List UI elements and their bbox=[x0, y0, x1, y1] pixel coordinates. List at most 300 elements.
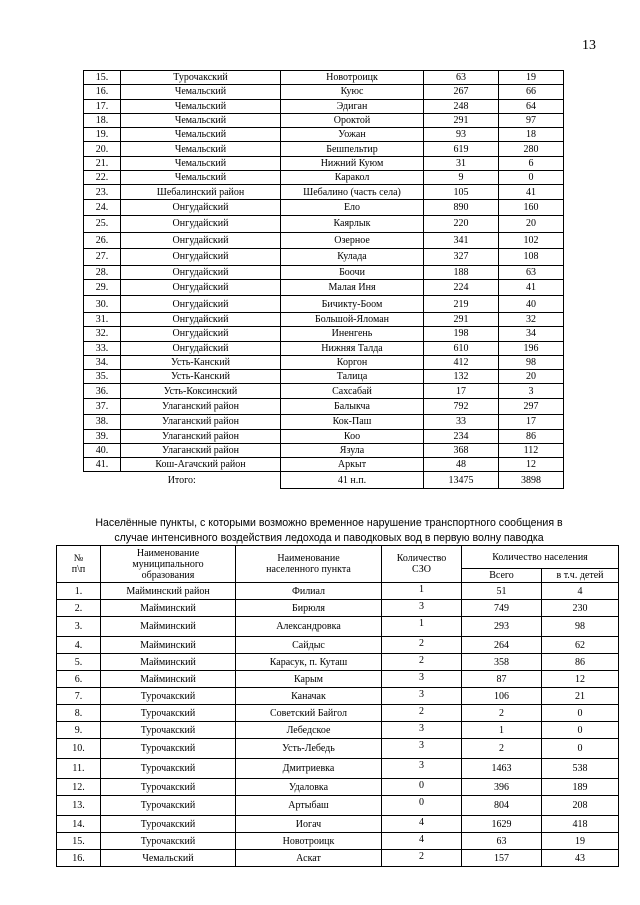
municipality-cell: Турочакский bbox=[101, 688, 236, 705]
population-children-cell: 98 bbox=[542, 617, 619, 637]
population-children-cell: 62 bbox=[542, 637, 619, 654]
population-total-cell: 749 bbox=[462, 600, 542, 617]
szo-count-cell: 3 bbox=[382, 688, 462, 705]
municipality-cell: Майминский bbox=[101, 671, 236, 688]
settlement-cell: Балыкча bbox=[281, 398, 424, 415]
row-number: 7. bbox=[57, 688, 101, 705]
szo-count-cell: 0 bbox=[382, 779, 462, 796]
row-number: 19. bbox=[84, 128, 121, 142]
municipality-cell: Онгудайский bbox=[121, 249, 281, 266]
municipality-cell: Онгудайский bbox=[121, 265, 281, 279]
header-municipality-line1: Наименование bbox=[136, 547, 200, 559]
municipality-cell: Онгудайский bbox=[121, 341, 281, 355]
population-children-cell: 160 bbox=[499, 199, 564, 216]
municipality-cell: Онгудайский bbox=[121, 199, 281, 216]
table-row bbox=[84, 355, 564, 369]
population-total-cell: 358 bbox=[462, 654, 542, 671]
settlement-cell: Шебалино (часть села) bbox=[281, 185, 424, 199]
population-children-cell: 280 bbox=[499, 142, 564, 156]
table-row bbox=[84, 85, 564, 99]
header-municipality-line2: муниципального bbox=[132, 558, 204, 570]
header-settlement-line1: Наименование bbox=[277, 553, 340, 564]
settlement-cell: Нижняя Талда bbox=[281, 341, 424, 355]
row-number: 28. bbox=[84, 265, 121, 279]
settlement-cell: Аскат bbox=[236, 850, 382, 867]
header-number-line1: № bbox=[73, 553, 84, 564]
population-children-cell: 97 bbox=[499, 113, 564, 127]
szo-count-cell: 2 bbox=[382, 654, 462, 671]
settlement-cell: Артыбаш bbox=[236, 796, 382, 816]
section-heading-line2: случае интенсивного воздействия ледохода и паводковых вод в первую волну паводка bbox=[114, 532, 544, 544]
population-children-cell: 230 bbox=[542, 600, 619, 617]
flood-settlements-table bbox=[56, 545, 619, 867]
table-row bbox=[57, 779, 619, 796]
population-total-cell: 48 bbox=[424, 458, 499, 472]
table-row bbox=[84, 216, 564, 233]
total-children-cell: 3898 bbox=[499, 472, 564, 489]
municipality-cell: Онгудайский bbox=[121, 312, 281, 326]
population-total-cell: 341 bbox=[424, 232, 499, 249]
municipality-cell: Улаганский район bbox=[121, 398, 281, 415]
header-szo-count bbox=[382, 546, 462, 583]
table-row bbox=[84, 128, 564, 142]
szo-count-cell: 3 bbox=[382, 671, 462, 688]
population-total-cell: 9 bbox=[424, 171, 499, 185]
population-children-cell: 0 bbox=[542, 722, 619, 739]
municipality-cell: Усть-Коксинский bbox=[121, 384, 281, 398]
settlement-cell: Уожан bbox=[281, 128, 424, 142]
settlement-cell: Коргон bbox=[281, 355, 424, 369]
population-children-cell: 208 bbox=[542, 796, 619, 816]
row-number: 11. bbox=[57, 759, 101, 779]
settlement-cell: Озерное bbox=[281, 232, 424, 249]
population-total-cell: 890 bbox=[424, 199, 499, 216]
municipality-cell: Кош-Агачский район bbox=[121, 458, 281, 472]
table-row bbox=[57, 739, 619, 759]
population-children-cell: 40 bbox=[499, 296, 564, 313]
population-total-cell: 248 bbox=[424, 99, 499, 113]
population-children-cell: 66 bbox=[499, 85, 564, 99]
settlement-cell: Эдиган bbox=[281, 99, 424, 113]
population-children-cell: 3 bbox=[499, 384, 564, 398]
population-total-cell: 220 bbox=[424, 216, 499, 233]
municipality-cell: Майминский bbox=[101, 617, 236, 637]
row-number: 37. bbox=[84, 398, 121, 415]
population-total-cell: 132 bbox=[424, 370, 499, 384]
header-population: Количество населения bbox=[462, 546, 619, 569]
population-total-cell: 1463 bbox=[462, 759, 542, 779]
population-children-cell: 196 bbox=[499, 341, 564, 355]
population-total-cell: 264 bbox=[462, 637, 542, 654]
population-children-cell: 19 bbox=[499, 71, 564, 85]
szo-count-cell: 2 bbox=[382, 637, 462, 654]
settlement-cell: Ороктой bbox=[281, 113, 424, 127]
table-row bbox=[84, 458, 564, 472]
settlement-cell: Новотроицк bbox=[236, 833, 382, 850]
municipality-cell: Чемальский bbox=[121, 156, 281, 170]
row-number: 33. bbox=[84, 341, 121, 355]
population-total-cell: 51 bbox=[462, 583, 542, 600]
municipality-cell: Турочакский bbox=[101, 833, 236, 850]
population-children-cell: 18 bbox=[499, 128, 564, 142]
table-row bbox=[57, 637, 619, 654]
municipality-cell: Турочакский bbox=[101, 722, 236, 739]
row-number: 30. bbox=[84, 296, 121, 313]
row-number: 23. bbox=[84, 185, 121, 199]
settlement-cell: Коо bbox=[281, 429, 424, 443]
population-children-cell: 0 bbox=[542, 739, 619, 759]
table-row bbox=[84, 415, 564, 429]
table-row bbox=[84, 171, 564, 185]
settlement-cell: Усть-Лебедь bbox=[236, 739, 382, 759]
row-number: 12. bbox=[57, 779, 101, 796]
population-children-cell: 41 bbox=[499, 185, 564, 199]
row-number: 21. bbox=[84, 156, 121, 170]
population-children-cell: 0 bbox=[499, 171, 564, 185]
municipality-cell: Турочакский bbox=[101, 759, 236, 779]
row-number: 15. bbox=[84, 71, 121, 85]
header-children: в т.ч. детей bbox=[542, 569, 619, 583]
row-number: 41. bbox=[84, 458, 121, 472]
population-children-cell: 108 bbox=[499, 249, 564, 266]
table-row bbox=[84, 142, 564, 156]
settlement-cell: Талица bbox=[281, 370, 424, 384]
szo-count-cell: 4 bbox=[382, 833, 462, 850]
settlement-cell: Малая Иня bbox=[281, 279, 424, 296]
municipality-cell: Чемальский bbox=[121, 113, 281, 127]
row-number: 34. bbox=[84, 355, 121, 369]
table-row bbox=[57, 600, 619, 617]
settlement-cell: Большой-Яломан bbox=[281, 312, 424, 326]
population-total-cell: 792 bbox=[424, 398, 499, 415]
settlement-cell: Удаловка bbox=[236, 779, 382, 796]
population-total-cell: 63 bbox=[462, 833, 542, 850]
table-row bbox=[84, 185, 564, 199]
settlement-cell: Иогач bbox=[236, 816, 382, 833]
row-number: 8. bbox=[57, 705, 101, 722]
population-children-cell: 102 bbox=[499, 232, 564, 249]
header-szo-line1: Количество bbox=[396, 553, 447, 564]
population-total-cell: 63 bbox=[424, 71, 499, 85]
szo-count-cell: 1 bbox=[382, 617, 462, 637]
settlement-cell: Кок-Паш bbox=[281, 415, 424, 429]
settlement-cell: Боочи bbox=[281, 265, 424, 279]
row-number: 40. bbox=[84, 443, 121, 457]
table-row bbox=[84, 249, 564, 266]
settlement-cell: Советский Байгол bbox=[236, 705, 382, 722]
settlement-cell: Язула bbox=[281, 443, 424, 457]
row-number: 38. bbox=[84, 415, 121, 429]
settlement-cell: Карым bbox=[236, 671, 382, 688]
population-total-cell: 17 bbox=[424, 384, 499, 398]
header-municipality-line3: образования bbox=[141, 569, 195, 581]
municipality-cell: Улаганский район bbox=[121, 443, 281, 457]
municipality-cell: Улаганский район bbox=[121, 415, 281, 429]
row-number: 13. bbox=[57, 796, 101, 816]
population-children-cell: 21 bbox=[542, 688, 619, 705]
settlement-cell: Каярлык bbox=[281, 216, 424, 233]
table-row bbox=[84, 265, 564, 279]
szo-count-cell: 3 bbox=[382, 739, 462, 759]
settlement-cell: Ело bbox=[281, 199, 424, 216]
header-total: Всего bbox=[462, 569, 542, 583]
population-total-cell: 2 bbox=[462, 705, 542, 722]
table-row bbox=[57, 816, 619, 833]
population-total-cell: 31 bbox=[424, 156, 499, 170]
settlement-cell: Каракол bbox=[281, 171, 424, 185]
population-total-cell: 291 bbox=[424, 312, 499, 326]
row-number: 5. bbox=[57, 654, 101, 671]
municipality-cell: Турочакский bbox=[101, 816, 236, 833]
municipality-cell: Онгудайский bbox=[121, 232, 281, 249]
population-children-cell: 64 bbox=[499, 99, 564, 113]
table-row bbox=[84, 327, 564, 341]
settlement-cell: Филиал bbox=[236, 583, 382, 600]
row-number: 26. bbox=[84, 232, 121, 249]
total-population-cell: 13475 bbox=[424, 472, 499, 489]
table-row bbox=[57, 671, 619, 688]
population-total-cell: 234 bbox=[424, 429, 499, 443]
row-number: 36. bbox=[84, 384, 121, 398]
header-settlement bbox=[236, 546, 382, 583]
table-row bbox=[57, 796, 619, 816]
table-row bbox=[84, 370, 564, 384]
szo-count-cell: 3 bbox=[382, 600, 462, 617]
settlement-cell: Сахсабай bbox=[281, 384, 424, 398]
population-children-cell: 112 bbox=[499, 443, 564, 457]
total-settlements-cell: 41 н.п. bbox=[281, 472, 424, 489]
population-total-cell: 291 bbox=[424, 113, 499, 127]
population-total-cell: 188 bbox=[424, 265, 499, 279]
population-children-cell: 418 bbox=[542, 816, 619, 833]
population-total-cell: 87 bbox=[462, 671, 542, 688]
table-row bbox=[84, 99, 564, 113]
total-label: Итого: bbox=[84, 472, 281, 489]
settlement-cell: Карасук, п. Куташ bbox=[236, 654, 382, 671]
table-row bbox=[84, 312, 564, 326]
municipality-cell: Турочакский bbox=[101, 739, 236, 759]
population-children-cell: 86 bbox=[542, 654, 619, 671]
szo-count-cell: 2 bbox=[382, 850, 462, 867]
population-children-cell: 17 bbox=[499, 415, 564, 429]
szo-count-cell: 3 bbox=[382, 722, 462, 739]
municipality-cell: Онгудайский bbox=[121, 296, 281, 313]
szo-count-cell: 2 bbox=[382, 705, 462, 722]
szo-count-cell: 0 bbox=[382, 796, 462, 816]
population-total-cell: 804 bbox=[462, 796, 542, 816]
population-total-cell: 2 bbox=[462, 739, 542, 759]
table-row bbox=[84, 156, 564, 170]
municipality-cell: Онгудайский bbox=[121, 279, 281, 296]
table-row bbox=[84, 429, 564, 443]
population-total-cell: 219 bbox=[424, 296, 499, 313]
municipality-cell: Турочакский bbox=[101, 705, 236, 722]
table-row bbox=[84, 279, 564, 296]
municipality-cell: Турочакский bbox=[121, 71, 281, 85]
settlement-cell: Дмитриевка bbox=[236, 759, 382, 779]
settlement-cell: Каначак bbox=[236, 688, 382, 705]
municipality-cell: Усть-Канский bbox=[121, 355, 281, 369]
population-children-cell: 43 bbox=[542, 850, 619, 867]
table-row bbox=[84, 296, 564, 313]
settlement-cell: Бичикту-Боом bbox=[281, 296, 424, 313]
table-row bbox=[57, 583, 619, 600]
population-children-cell: 20 bbox=[499, 370, 564, 384]
population-children-cell: 19 bbox=[542, 833, 619, 850]
table-row bbox=[84, 443, 564, 457]
table-row bbox=[84, 341, 564, 355]
population-children-cell: 98 bbox=[499, 355, 564, 369]
table-row bbox=[84, 398, 564, 415]
table-row bbox=[57, 850, 619, 867]
settlement-cell: Новотроицк bbox=[281, 71, 424, 85]
table-row bbox=[84, 384, 564, 398]
population-children-cell: 86 bbox=[499, 429, 564, 443]
row-number: 20. bbox=[84, 142, 121, 156]
row-number: 2. bbox=[57, 600, 101, 617]
settlement-cell: Нижний Куюм bbox=[281, 156, 424, 170]
municipality-cell: Улаганский район bbox=[121, 429, 281, 443]
settlement-cell: Бешпельтир bbox=[281, 142, 424, 156]
municipality-cell: Турочакский bbox=[101, 796, 236, 816]
municipality-cell: Майминский bbox=[101, 637, 236, 654]
population-total-cell: 267 bbox=[424, 85, 499, 99]
population-total-cell: 198 bbox=[424, 327, 499, 341]
row-number: 10. bbox=[57, 739, 101, 759]
row-number: 6. bbox=[57, 671, 101, 688]
settlement-cell: Сайдыс bbox=[236, 637, 382, 654]
table-row bbox=[57, 688, 619, 705]
population-total-cell: 1629 bbox=[462, 816, 542, 833]
settlement-cell: Лебедское bbox=[236, 722, 382, 739]
row-number: 17. bbox=[84, 99, 121, 113]
row-number: 3. bbox=[57, 617, 101, 637]
row-number: 4. bbox=[57, 637, 101, 654]
table-row bbox=[57, 617, 619, 637]
settlements-table-continued bbox=[83, 70, 564, 489]
row-number: 14. bbox=[57, 816, 101, 833]
total-row bbox=[84, 472, 564, 489]
header-number-line2: п\п bbox=[71, 564, 86, 575]
population-total-cell: 157 bbox=[462, 850, 542, 867]
municipality-cell: Чемальский bbox=[121, 85, 281, 99]
population-children-cell: 20 bbox=[499, 216, 564, 233]
section-heading bbox=[64, 516, 594, 546]
table-row bbox=[84, 199, 564, 216]
section-heading-line1: Населённые пункты, с которыми возможно временное нарушение транспортного сообщения в bbox=[95, 517, 563, 529]
population-children-cell: 297 bbox=[499, 398, 564, 415]
row-number: 15. bbox=[57, 833, 101, 850]
row-number: 22. bbox=[84, 171, 121, 185]
settlement-cell: Иненгень bbox=[281, 327, 424, 341]
row-number: 25. bbox=[84, 216, 121, 233]
row-number: 1. bbox=[57, 583, 101, 600]
population-total-cell: 1 bbox=[462, 722, 542, 739]
settlement-cell: Кулада bbox=[281, 249, 424, 266]
population-total-cell: 396 bbox=[462, 779, 542, 796]
municipality-cell: Чемальский bbox=[101, 850, 236, 867]
row-number: 39. bbox=[84, 429, 121, 443]
row-number: 18. bbox=[84, 113, 121, 127]
population-total-cell: 93 bbox=[424, 128, 499, 142]
szo-count-cell: 4 bbox=[382, 816, 462, 833]
population-total-cell: 610 bbox=[424, 341, 499, 355]
table-row bbox=[57, 722, 619, 739]
row-number: 29. bbox=[84, 279, 121, 296]
header-number bbox=[57, 546, 101, 583]
population-children-cell: 538 bbox=[542, 759, 619, 779]
municipality-cell: Чемальский bbox=[121, 99, 281, 113]
municipality-cell: Турочакский bbox=[101, 779, 236, 796]
municipality-cell: Шебалинский район bbox=[121, 185, 281, 199]
row-number: 16. bbox=[57, 850, 101, 867]
population-children-cell: 32 bbox=[499, 312, 564, 326]
population-total-cell: 33 bbox=[424, 415, 499, 429]
settlement-cell: Куюс bbox=[281, 85, 424, 99]
population-children-cell: 189 bbox=[542, 779, 619, 796]
population-total-cell: 105 bbox=[424, 185, 499, 199]
table-row bbox=[57, 759, 619, 779]
population-total-cell: 619 bbox=[424, 142, 499, 156]
header-municipality bbox=[101, 546, 236, 583]
row-number: 16. bbox=[84, 85, 121, 99]
szo-count-cell: 1 bbox=[382, 583, 462, 600]
row-number: 32. bbox=[84, 327, 121, 341]
table-row bbox=[84, 232, 564, 249]
population-children-cell: 12 bbox=[542, 671, 619, 688]
municipality-cell: Усть-Канский bbox=[121, 370, 281, 384]
row-number: 31. bbox=[84, 312, 121, 326]
settlement-cell: Александровка bbox=[236, 617, 382, 637]
table-row bbox=[57, 654, 619, 671]
header-szo-line2: СЗО bbox=[412, 564, 431, 575]
population-children-cell: 41 bbox=[499, 279, 564, 296]
settlement-cell: Аркыт bbox=[281, 458, 424, 472]
municipality-cell: Чемальский bbox=[121, 128, 281, 142]
population-children-cell: 63 bbox=[499, 265, 564, 279]
municipality-cell: Майминский район bbox=[101, 583, 236, 600]
population-total-cell: 106 bbox=[462, 688, 542, 705]
municipality-cell: Онгудайский bbox=[121, 327, 281, 341]
municipality-cell: Онгудайский bbox=[121, 216, 281, 233]
table-row bbox=[84, 113, 564, 127]
population-total-cell: 224 bbox=[424, 279, 499, 296]
row-number: 35. bbox=[84, 370, 121, 384]
row-number: 24. bbox=[84, 199, 121, 216]
population-children-cell: 34 bbox=[499, 327, 564, 341]
row-number: 9. bbox=[57, 722, 101, 739]
population-children-cell: 4 bbox=[542, 583, 619, 600]
municipality-cell: Майминский bbox=[101, 600, 236, 617]
municipality-cell: Чемальский bbox=[121, 142, 281, 156]
population-children-cell: 12 bbox=[499, 458, 564, 472]
settlement-cell: Бирюля bbox=[236, 600, 382, 617]
szo-count-cell: 3 bbox=[382, 759, 462, 779]
population-children-cell: 0 bbox=[542, 705, 619, 722]
population-total-cell: 412 bbox=[424, 355, 499, 369]
page-number: 13 bbox=[582, 38, 596, 53]
population-total-cell: 327 bbox=[424, 249, 499, 266]
population-total-cell: 368 bbox=[424, 443, 499, 457]
population-children-cell: 6 bbox=[499, 156, 564, 170]
population-total-cell: 293 bbox=[462, 617, 542, 637]
municipality-cell: Чемальский bbox=[121, 171, 281, 185]
row-number: 27. bbox=[84, 249, 121, 266]
table-row bbox=[57, 833, 619, 850]
table-row bbox=[57, 705, 619, 722]
table-row bbox=[84, 71, 564, 85]
header-settlement-line2: населенного пункта bbox=[266, 564, 351, 575]
